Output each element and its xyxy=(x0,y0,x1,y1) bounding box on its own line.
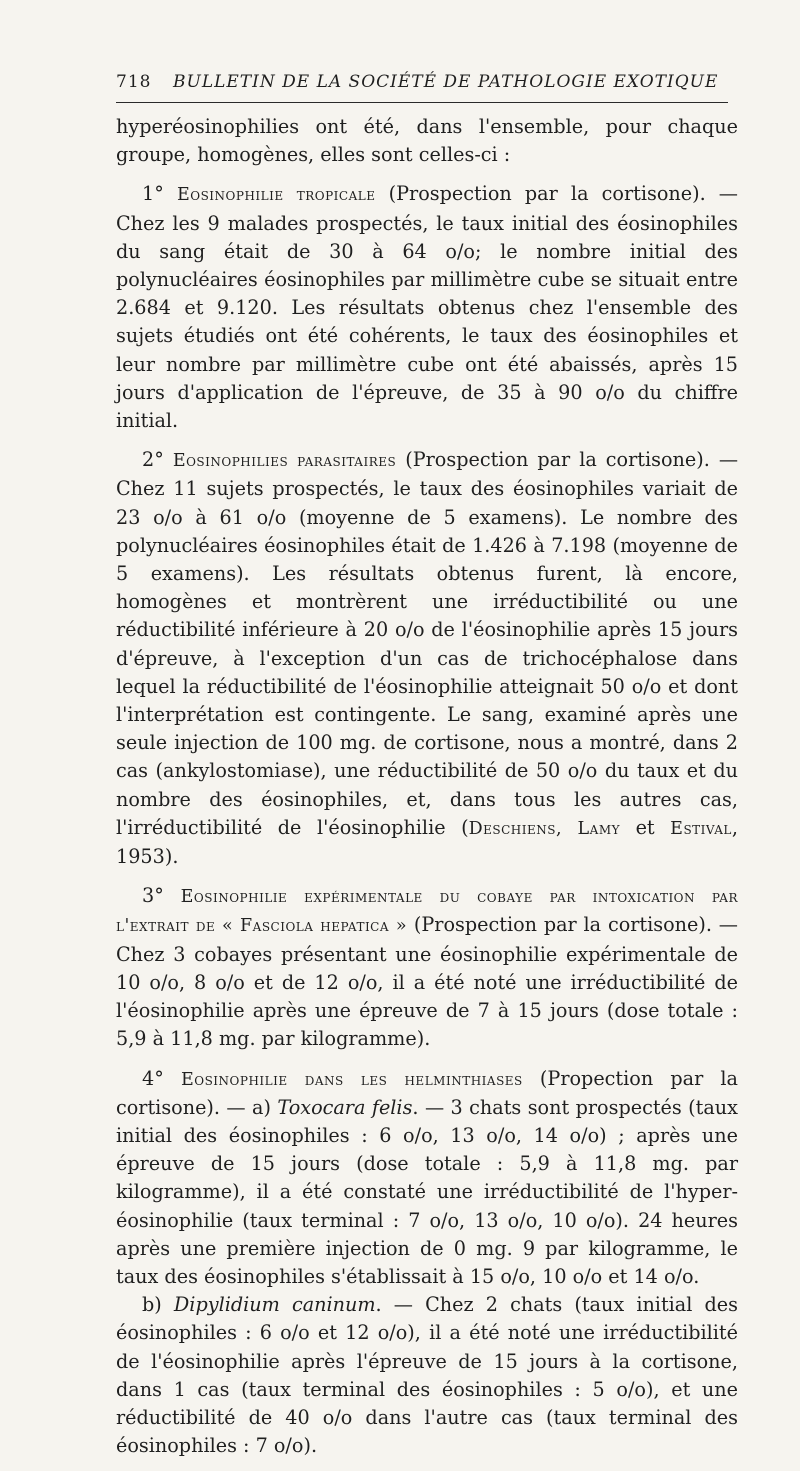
running-header xyxy=(116,66,728,96)
section-4-heading: Eosinophilie dans les helminthiases xyxy=(180,1069,523,1090)
page-number: 718 xyxy=(116,72,152,92)
section-2-text: (Prospection par la cortisone). — Chez 11 sujets prospectés, le taux des éosinophiles variait de 23 o/o à 61 o/o (moyenne de 5 examens). Le nombre des polynucléaires éosinophiles était de 1.426 à 7.198 (moyenne de 5 examens). Les résultats obtenus furent, là encore, homogènes et montrèrent une irréductibilité ou une réductibilité inférieure à 20 o/o de l'éosinophilie après 15 jours d'épreuve, à l'exception d'un cas de trichocéphalose dans lequel la réductibilité de l'éosinophilie atteignait 50 o/o et dont l'interprétation est contingente. Le sang, examiné après une seule injection de 100 mg. de cortisone, nous a montré, dans 2 cas (ankylostomiase), une réductibilité de 50 o/o du taux et du nombre des éosinophiles, et, dans tous les autres cas, l'irréductibilité de l'éosinophilie ( xyxy=(116,448,739,839)
section-4-number: 4° xyxy=(142,1066,181,1090)
section-1-paragraph xyxy=(116,180,738,435)
section-2-ref-year: , 1953). xyxy=(116,815,739,869)
species-toxocara: Toxocara felis xyxy=(277,1095,413,1119)
section-4b-paragraph xyxy=(116,1291,738,1460)
section-4-text-a: (Propection par la cortisone). — a) xyxy=(116,1066,738,1119)
section-4b-text: . — Chez 2 chats (taux initial des éosinophiles : 6 o/o et 12 o/o), il a été noté une irréductibilité de l'éosinophilie après l'épreuve de 15 jours à la cortisone, dans 1 cas (taux terminal des éosinophiles : 5 o/o), et une réductibilité de 40 o/o dans l'autre cas (taux terminal des éosinophiles : 7 o/o). xyxy=(116,1293,738,1458)
intro-paragraph: hyperéosinophilies ont été, dans l'ensemble, pour chaque groupe, homogènes, elles sont celles-ci : xyxy=(116,115,738,167)
section-4-paragraph xyxy=(116,1065,738,1292)
section-2-ref-author2: Estival xyxy=(670,818,732,839)
section-4-text-a2: . — 3 chats sont prospectés (taux initial des éosinophiles : 6 o/o, 13 o/o, 14 o/o) ; après une épreuve de 15 jours (dose totale : 5,9 à 11,8 mg. par kilogramme), il a été constaté une irréductibilité de l'hyper-éosinophilie (taux terminal : 7 o/o, 13 o/o, 10 o/o). 24 heures après une première injection de 0 mg. 9 par kilogramme, le taux des éosinophiles s'établissait à 15 o/o, 10 o/o et 14 o/o. xyxy=(116,1095,738,1288)
section-3-number: 3° xyxy=(142,884,181,908)
section-2-ref-authors: Deschiens, Lamy xyxy=(468,818,621,839)
article-body xyxy=(116,113,738,1471)
section-3-heading: Eosinophilie expérimentale du cobaye par intoxication par l'extrait de « Fasciola hepatica » xyxy=(116,887,738,937)
section-1-text: (Prospection par la cortisone). — Chez les 9 malades prospectés, le taux initial des éosinophiles du sang était de 30 à 64 o/o; le nombre initial des polynucléaires éosinophiles par millimètre cube se situait entre 2.684 et 9.120. Les résultats obtenus chez l'ensemble des sujets étudiés ont été cohérents, le taux des éosinophiles et leur nombre par millimètre cube ont été abaissés, après 15 jours d'application de l'épreuve, de 35 à 90 o/o du chiffre initial. xyxy=(116,182,738,433)
species-dipylidium: Dipylidium caninum xyxy=(173,1293,376,1317)
section-3-paragraph xyxy=(116,882,738,1053)
section-2-paragraph xyxy=(116,446,738,871)
section-2-number: 2° xyxy=(142,448,173,472)
section-2-heading: Eosinophilies parasitaires xyxy=(172,451,397,472)
section-3-text: (Prospection par la cortisone). — Chez 3 cobayes présentant une éosinophilie expérimentale de 10 o/o, 8 o/o et de 12 o/o, il a été noté une irréductibilité de l'éosinophilie après une épreuve de 7 à 15 jours (dose totale : 5,9 à 11,8 mg. par kilogramme). xyxy=(116,913,738,1051)
section-2-ref-et: et xyxy=(620,815,671,839)
journal-title: BULLETIN DE LA SOCIÉTÉ DE PATHOLOGIE EXOTIQUE xyxy=(173,72,719,92)
section-1-number: 1° xyxy=(142,182,177,206)
section-4b-label: b) xyxy=(142,1293,174,1317)
header-rule xyxy=(116,102,728,103)
section-1-heading: Eosinophilie tropicale xyxy=(176,185,376,206)
